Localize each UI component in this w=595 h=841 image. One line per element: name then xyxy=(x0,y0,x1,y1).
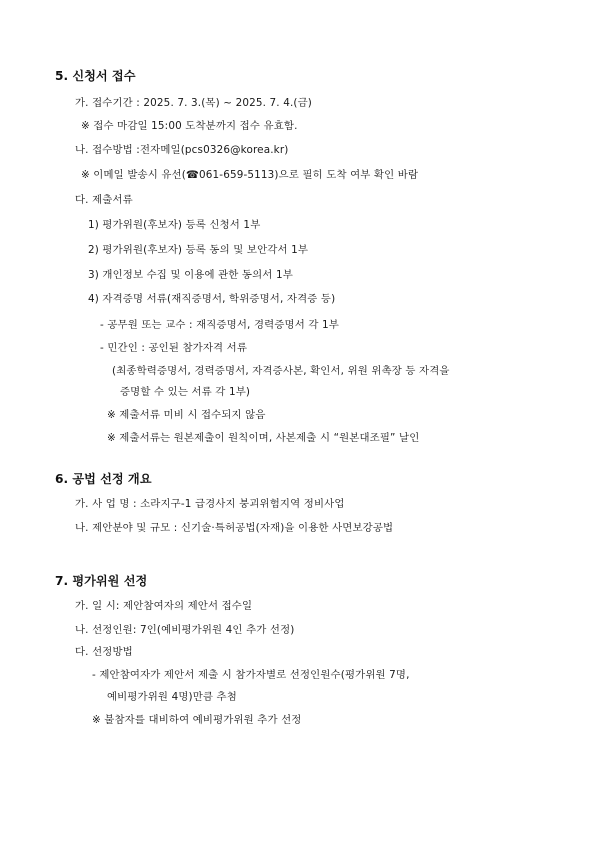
section-5-item-c: 다. 제출서류 xyxy=(75,194,133,206)
section-6-item-b: 나. 제안분야 및 규모 : 신기술·특허공법(자재)을 이용한 사면보강공법 xyxy=(75,522,394,534)
document-list-item-2: 2) 평가위원(후보자) 등록 동의 및 보안각서 1부 xyxy=(88,244,309,256)
section-7-item-a: 가. 일 시: 제안참여자의 제안서 접수일 xyxy=(75,600,253,612)
section-5-item-b: 나. 접수방법 :전자메일(pcs0326@korea.kr) xyxy=(75,144,289,156)
section-7-heading: 7. 평가위원 선정 xyxy=(55,574,148,588)
document-list-item-3: 3) 개인정보 수집 및 이용에 관한 동의서 1부 xyxy=(88,269,293,281)
note-reserve-evaluators: ※ 불참자를 대비하여 예비평가위원 추가 선정 xyxy=(92,714,302,726)
selection-method-detail-cont: 예비평가위원 4명)만큼 추첨 xyxy=(107,691,237,703)
sub-item-civilian: - 민간인 : 공인된 참가자격 서류 xyxy=(100,342,248,354)
note-missing-documents: ※ 제출서류 미비 시 접수되지 않음 xyxy=(107,409,266,421)
sub-item-civilian-detail-cont: 증명할 수 있는 서류 각 1부) xyxy=(120,386,251,398)
section-5-note-email: ※ 이메일 발송시 유선(☎061-659-5113)으로 필히 도착 여부 확인 바람 xyxy=(81,169,419,181)
section-6-item-a: 가. 사 업 명 : 소라지구-1 급경사지 붕괴위험지역 정비사업 xyxy=(75,498,345,510)
document-list-item-4: 4) 자격증명 서류(재직증명서, 학위증명서, 자격증 등) xyxy=(88,293,336,305)
note-original-documents: ※ 제출서류는 원본제출이 원칙이며, 사본제출 시 “원본대조필” 날인 xyxy=(107,432,420,444)
section-5-heading: 5. 신청서 접수 xyxy=(55,69,136,83)
section-6-heading: 6. 공법 선정 개요 xyxy=(55,472,152,486)
section-5-item-a: 가. 접수기간 : 2025. 7. 3.(목) ~ 2025. 7. 4.(금) xyxy=(75,97,313,109)
sub-item-civilian-detail: (최종학력증명서, 경력증명서, 자격증사본, 확인서, 위원 위촉장 등 자격을 xyxy=(112,365,450,377)
sub-item-public-official: - 공무원 또는 교수 : 재직증명서, 경력증명서 각 1부 xyxy=(100,319,339,331)
section-7-item-c: 다. 선정방법 xyxy=(75,646,133,658)
document-list-item-1: 1) 평가위원(후보자) 등록 신청서 1부 xyxy=(88,219,261,231)
selection-method-detail: - 제안참여자가 제안서 제출 시 참가자별로 선정인원수(평가위원 7명, xyxy=(92,669,410,681)
section-5-note-deadline: ※ 접수 마감일 15:00 도착분까지 접수 유효함. xyxy=(81,120,298,132)
section-7-item-b: 나. 선정인원: 7인(예비평가위원 4인 추가 선정) xyxy=(75,624,295,636)
